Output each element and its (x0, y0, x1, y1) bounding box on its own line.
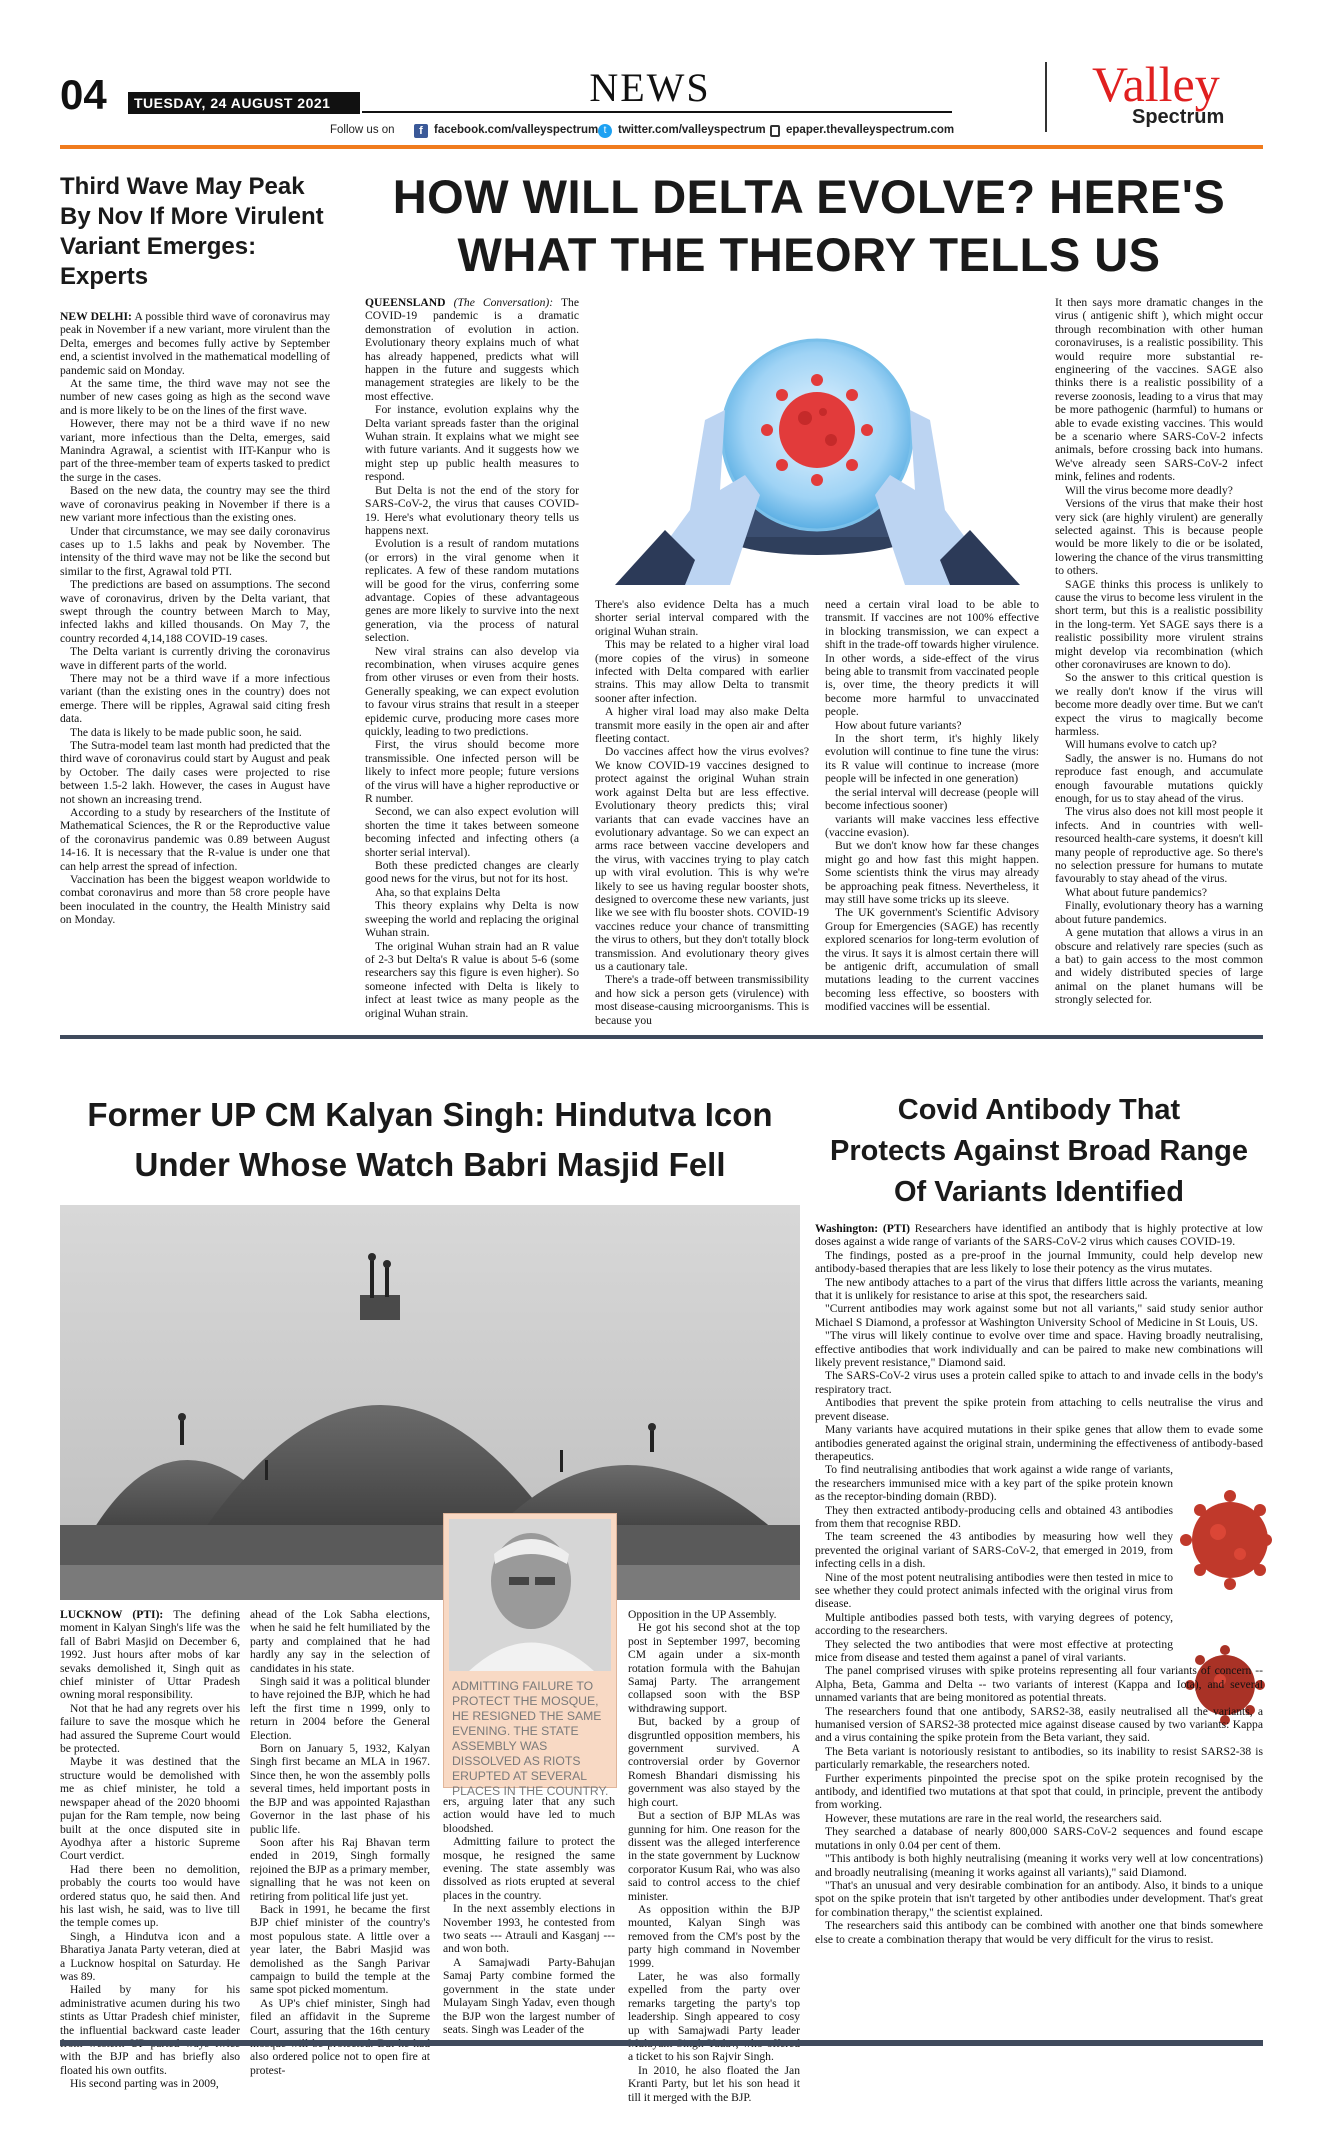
paragraph: Sadly, the answer is no. Humans do not reproduce fast enough, and accumulate enough favourable mutations quickly enough, for us to stay ahead of the virus. (1055, 751, 1263, 806)
logo-main: Valley (1092, 56, 1220, 112)
paragraph: According to a study by researchers of the Institute of Mathematical Sciences, the R or the Reproductive value of the coronavirus pandemic was 0.89 between August 14-16. It is necessary that the R-value is under one that can help arrest the spread of infection. (60, 806, 330, 873)
paragraph: Opposition in the UP Assembly. (628, 1608, 777, 1621)
paragraph: His second parting was in 2009, (70, 2077, 219, 2091)
delta-headline (355, 168, 1263, 284)
paragraph: A higher viral load may also make Delta transmit more easily in the open air and after fleeting contact. (595, 705, 809, 746)
issue-date: TUESDAY, 24 AUGUST 2021 (134, 95, 331, 111)
dateline: Washington: (PTI) (815, 1222, 910, 1235)
twitter-link[interactable]: twitter.com/valleyspectrum (618, 124, 766, 136)
paragraph: The data is likely to be made public soon, he said. (70, 725, 302, 739)
section-divider (60, 1035, 1263, 1039)
paragraph: But, backed by a group of disgruntled opposition members, his government survived. A controversial order by Governor Romesh Bhandari dismissing his government was also stayed by the high court. (628, 1715, 800, 1809)
third-wave-headline: Third Wave May Peak By Nov If More Virulent Variant Emerges: Experts (60, 173, 324, 290)
social-bar (330, 124, 1030, 142)
paragraph: Had there been no demolition, probably the courts too would have ordered status quo, he said then. And his last wish, he said, was to live till the temple comes up. (60, 1862, 240, 1930)
paragraph: Under that circumstance, we may see daily coronavirus cases up to 1.5 lakhs and peak by November. The intensity of the third wave may not be like the second but similar to the first, Agrawal told PTI. (60, 524, 330, 578)
paragraph: In 2010, he also floated the Jan Kranti Party, but let his son head it till it merged with the BJP. (628, 2063, 800, 2104)
paragraph: This may be related to a higher viral load (more copies of the virus) in someone infected with Delta compared with earlier strains. This may allow Delta to transmit sooner after infection. (595, 638, 809, 705)
paragraph: Maybe it was destined that the structure would be demolished with me as chief minister, he told a newspaper ahead of the 2020 bhoomi pujan for the Ram temple, now being built at the once disputed site in Ayodhya after a historic Supreme Court verdict. (60, 1755, 240, 1863)
paragraph: The findings, posted as a pre-proof in the journal Immunity, could help develop new antibody-based therapies that are less likely to lose their potency as the virus mutates. (815, 1248, 1263, 1276)
masthead (0, 0, 1323, 145)
subhead: Aha, so that explains Delta (375, 885, 501, 899)
paragraph: The predictions are based on assumptions. The second wave of coronavirus, driven by the Delta variant, that swept through the country between March to May, infected lakhs and killed thousands. On May 7, the country recorded 4,14,188 COVID-19 cases. (60, 578, 330, 645)
paragraph: ahead of the Lok Sabha elections, when he said he felt humiliated by the party and complained that he had hardly any say in the selection of candidates in his state. (250, 1608, 430, 1675)
paragraph: However, these mutations are rare in the real world, the researchers said. (825, 1811, 1162, 1825)
paragraph: The COVID-19 pandemic is a dramatic demonstration of evolution in action. Evolutionary theory explains much of what has already happened, predicts what will happen in the future and suggests which management strategies are likely to be the most effective. (365, 296, 579, 403)
paragraph: SAGE thinks this process is unlikely to cause the virus to become less virulent in the short term, but this is a realistic possibility in the long-term. Yet SAGE says there is a realistic possibility more virulent strains might develop via recombination (which other coronaviruses are known to do). (1055, 577, 1263, 671)
masthead-divider (1045, 62, 1047, 132)
paragraph: The Beta variant is notoriously resistant to antibodies, so its inability to resist SARS2-38 is particularly remarkable, the researchers noted. (815, 1744, 1263, 1772)
paragraph: There may not be a third wave if a more infectious variant (than the existing ones in the country) does not emerge. There will be ripples, Agrawal said citing fresh data. (60, 671, 330, 726)
paragraph: Hailed by many for his administrative acumen during his two stints as Uttar Pradesh chief minister, the influential backward caste leader with the BJP and has briefly also floated his own outfits. (60, 1983, 240, 2077)
kalyan-col-2 (250, 1608, 430, 2077)
paragraph: So the answer to this critical question is we really don't know if the virus will become more deadly over time. But we can't expect the virus to magically become harmless. (1055, 671, 1263, 738)
kalyan-headline-line1: Former UP CM Kalyan Singh: Hindutva Icon (87, 1096, 773, 1133)
paragraph: The defining moment in Kalyan Singh's life was the fall of Babri Masjid on December 6, 1992. Just hours after mobs of kar sevaks demolished it, Singh quit as chief minister of Uttar Pradesh owning moral responsibility. (60, 1608, 240, 1702)
antibody-body (815, 1222, 1263, 2012)
delta-headline-line2: WHAT THE THEORY TELLS US (457, 228, 1161, 281)
paragraph: The researchers said this antibody can be combined with another one that binds somewhere else to create a combination therapy that would be very difficult for the virus to resist. (815, 1919, 1263, 1946)
paragraph: There's a trade-off between transmissibility and how sick a person gets (virulence) with most disease-causing microorganisms. This is because you (595, 973, 809, 1027)
paragraph: But Delta is not the end of the story for SARS-CoV-2, the virus that causes COVID-19. Here's what evolutionary theory tells us happens next. (365, 483, 579, 537)
antibody-headline-line1: Covid Antibody That (897, 1094, 1181, 1126)
paragraph: The panel comprised viruses with spike proteins representing all four variants of concern -- Alpha, Beta, Gamma and Delta -- two variants of interest (Kappa and Iota), and several unnamed variants that are being monitored as potential threats. (815, 1664, 1263, 1705)
paragraph: Both these predicted changes are clearly good news for the virus, but not for its host. (365, 859, 579, 886)
paragraph: Back in 1991, he became the first BJP chief minister of the country's most populous state. A little over a year later, the Babri Masjid was demolished as the Sangh Parivar campaign to build the temple at the same spot picked momentum. (250, 1902, 430, 1997)
paragraph: "That's an unusual and very desirable combination for an antibody. Also, it binds to a unique spot on the spike protein that isn't targeted by other antibodies under development. That's great for combination therapy," the scientist explained. (815, 1878, 1263, 1919)
paragraph: However, there may not be a third wave if no new variant, more infectious than the Delta, emerges, said Manindra Agrawal, a scientist with IIT-Kanpur who is part of the three-member team of experts tasked to predict the surge in the cases. (60, 417, 330, 484)
paragraph: This theory explains why Delta is now sweeping the world and replacing the original Wuhan strain. (365, 899, 579, 940)
paragraph: But a section of BJP MLAs was gunning for him. One reason for the dissent was the alleged interference in the state government by Lucknow corporator Kusum Rai, who was also said to control access to the chief minister. (628, 1809, 800, 1903)
twitter-icon[interactable]: t (598, 124, 612, 138)
paragraph: They selected the two antibodies that were most effective at protecting mice from disease and tested them against a panel of viral variants. (815, 1637, 1173, 1664)
paragraph: Based on the new data, the country may see the third wave of coronavirus peaking in November if there is a new variant more infectious than the existing ones. (60, 484, 330, 525)
paragraph: the serial interval will decrease (people will become infectious sooner) (825, 785, 1039, 813)
paragraph: Multiple antibodies passed both tests, with varying degrees of potency, according to the researchers. (815, 1610, 1173, 1638)
section-title: NEWS (589, 65, 711, 110)
paragraph: Singh, a Hindutva icon and a Bharatiya Janata Party veteran, died at a Lucknow hospital on Saturday. He was 89. (60, 1929, 240, 1983)
paragraph: The virus also does not kill most people it infects. And in countries with well-resourced health-care systems, it doesn't kill many people of reproductive age. So there's no selection pressure for humans to mutate favourably to stay ahead of the virus. (1055, 805, 1263, 886)
kalyan-col-4 (628, 1608, 800, 2104)
antibody-headline-line2: Protects Against Broad Range (830, 1135, 1248, 1167)
paragraph: Do vaccines affect how the virus evolves? We know COVID-19 vaccines designed to protect against the original Wuhan strain work against Delta but are less effective. Evolutionary theory predicts this; viral variants that can evade vaccines have an evolutionary advantage. So we can expect an arms race between vaccine developers and the virus, with vaccines trying to play catch up with viral evolution. This is why we're likely to see us having regular booster shots, designed to overcome these new variants, just like we see with flu booster shots. COVID-19 vaccines reduce your chance of transmitting the virus to others, but they don't totally block transmission. And evolutionary theory gives us a cautionary tale. (595, 745, 809, 973)
paragraph: A possible third wave of coronavirus may peak in November if a new variant, more virulent than the Delta, emerges and becomes fully active by September end, a scientist involved in the mathematical modelling of pandemic said on Monday. (60, 310, 330, 377)
paragraph: In the short term, it's highly likely evolution will continue to fine tune the virus: its R value will continue to increase (more people will be infected in one generation) (825, 732, 1039, 786)
kalyan-portrait-box (443, 1513, 617, 1798)
follow-us-label: Follow us on (330, 124, 395, 136)
delta-col-4 (1055, 296, 1263, 1012)
delta-headline-line1: HOW WILL DELTA EVOLVE? HERE'S (392, 170, 1226, 223)
paragraph: There's also evidence Delta has a much shorter serial interval compared with the original Wuhan strain. (595, 598, 809, 638)
paragraph: The new antibody attaches to a part of the virus that differs little across the variants, meaning that it is unlikely for resistance to arise at this spot, the researchers said. (815, 1275, 1263, 1303)
paragraph: But we don't know how far these changes might go and how fast this might happen. Some scientists think the virus may already be approaching peak fitness. Nevertheless, it may still have some tricks up its sleeve. (825, 839, 1039, 906)
paragraph: It then says more dramatic changes in the virus ( antigenic shift ), which might occur through recombination with other human coronaviruses, is a realistic possibility. This would require more substantial re-engineering of the vaccines. SAGE also thinks there is a realistic possibility of a reverse zoonosis, leading to a virus that may be more pathogenic (harmful) to humans or able to evade existing vaccines. This would be a scenario where SARS-CoV-2 infects animals, before crossing back into humans. We've already seen SARS-CoV-2 infect mink, felines and rodents. (1055, 296, 1263, 484)
kalyan-headline-line2: Under Whose Watch Babri Masjid Fell (134, 1146, 726, 1183)
antibody-headline (815, 1090, 1263, 1213)
orange-rule (60, 145, 1263, 149)
paragraph: Singh said it was a political blunder to have rejoined the BJP, which he had left the first time n 1999, only to return in 2004 before the General Election. (250, 1675, 430, 1742)
paragraph: The Delta variant is currently driving the coronavirus wave in different parts of the world. (60, 645, 330, 672)
paragraph: Not that he had any regrets over his failure to save the mosque which he had assured the Supreme Court would be protected. (60, 1701, 240, 1756)
paragraph: Vaccination has been the biggest weapon worldwide to combat coronavirus and more than 58 crore people have been inoculated in the country, the Health Ministry said on Monday. (60, 873, 330, 927)
source: (The Conversation): (453, 296, 554, 309)
delta-col-2 (595, 598, 809, 1027)
paragraph: The SARS-CoV-2 virus uses a protein called spike to attach to and invade cells in the body's respiratory tract. (815, 1369, 1263, 1396)
header-rule (362, 111, 952, 113)
logo (1092, 58, 1272, 138)
paragraph: Admitting failure to protect the mosque, he resigned the same evening. The state assembly was dissolved as riots erupted at several places in the country. (443, 1835, 615, 1902)
paragraph: A Samajwadi Party-Bahujan Samaj Party combine formed the government in the state under Mulayam Singh Yadav, even though the BJP won the largest number of seats. Singh was Leader of the (443, 1955, 615, 2036)
facebook-link[interactable]: facebook.com/valleyspectrum (434, 124, 599, 136)
paragraph: New viral strains can also develop via recombination, when viruses acquire genes from other viruses or even from their hosts. Generally speaking, we can expect evolution to favour virus strains that result in a steeper epidemic curve, producing more cases more quickly, leading to two predictions. (365, 644, 579, 738)
paragraph: The Sutra-model team last month had predicted that the third wave of coronavirus could start by August and peak by October. The daily cases were projected to rise between 1.5-2 lakh. However, the cases in August have not shown an increasing trend. (60, 739, 330, 806)
antibody-headline-line3: Of Variants Identified (893, 1176, 1185, 1208)
dateline: QUEENSLAND (365, 296, 446, 309)
kalyan-portrait-photo (449, 1519, 611, 1671)
paragraph: As opposition within the BJP mounted, Kalyan Singh was removed from the CM's post by the party high command in November 1999. (628, 1902, 800, 1970)
portrait-caption: ADMITTING FAILURE TO PROTECT THE MOSQUE, HE RESIGNED THE SAME EVENING. THE STATE ASSEMBLY WAS DISSOLVED AS RIOTS ERUPTED AT SEVERAL PLACES IN THE COUNTRY. (452, 1679, 609, 1798)
dateline: NEW DELHI: (60, 310, 132, 323)
subhead: Will humans evolve to catch up? (1065, 738, 1217, 752)
paragraph: variants will make vaccines less effective (vaccine evasion). (825, 812, 1039, 839)
subhead: How about future variants? (835, 718, 962, 732)
third-wave-body (60, 310, 330, 1010)
paragraph: Soon after his Raj Bhavan term ended in 2019, Singh formally rejoined the BJP as a primary member, signalling that he was not keen on retiring from political life just yet. (250, 1835, 430, 1903)
paragraph: Further experiments pinpointed the precise spot on the spike protein recognised by the antibody, and identified two mutations at that spot that could, in principle, prevent the antibody from working. (815, 1771, 1263, 1812)
paragraph: Researchers have identified an antibody that is highly protective at low doses against a wide range of variants of the SARS-CoV-2 virus which causes COVID-19. (815, 1222, 1263, 1249)
kalyan-col-3 (443, 1795, 615, 2036)
facebook-icon[interactable]: f (414, 124, 428, 138)
kalyan-col-1 (60, 1608, 240, 2091)
paragraph: In the next assembly elections in November 1993, he contested from two seats --- Atrauli and Kasganj --- and won both. (443, 1902, 615, 1956)
paragraph: Later, he was also formally expelled from the party over remarks targeting the party's top leadership. Singh appeared to cosy up with Samajwadi Party leader a ticket to his son Rajvir Singh. (628, 1969, 800, 2064)
kalyan-headline (60, 1090, 800, 1190)
epaper-icon[interactable] (770, 125, 780, 137)
paragraph: Evolution is a result of random mutations (or errors) in the viral genome when it replicates. A few of these random mutations will be good for the virus, conferring some advantage. Copies of these advantageous genes are more likely to survive into the next generation, via the process of natural selection. (365, 537, 579, 645)
paragraph: He got his second shot at the top post in September 1997, becoming CM again under a six-month rotation formula with the Bahujan Samaj Party. The arrangement collapsed soon with the BSP withdrawing support. (628, 1621, 800, 1715)
paragraph: The team screened the 43 antibodies by measuring how well they prevented the original variant of SARS-CoV-2, that emerged in 2019, from infecting cells in a dish. (815, 1530, 1173, 1571)
paragraph: need a certain viral load to be able to transmit. If vaccines are not 100% effective in blocking transmission, we can expect a shift in the trade-off towards higher virulence. In other words, a side-effect of the virus being able to transmit from vaccinated people is, over time, the theory predicts it will become more harmful to unvaccinated people. (825, 598, 1039, 719)
page-number: 04 (60, 71, 107, 118)
footer-bar (60, 2040, 1263, 2046)
paragraph: They searched a database of nearly 800,000 SARS-CoV-2 sequences and found escape mutations in only 0.04 per cent of them. (815, 1825, 1263, 1852)
babri-masjid-photo (60, 1205, 800, 1600)
logo-sub: Spectrum (1132, 106, 1225, 128)
paragraph: Many variants have acquired mutations in their spike genes that allow them to evade some antibodies generated against the original strain, undermining the effectiveness of antibody-based therapeutics. (815, 1423, 1263, 1463)
delta-col-1 (365, 296, 579, 1020)
paragraph: "Current antibodies may work against some but not all variants," said study senior author Michael S Diamond, a professor at Washington University School of Medicine in St Louis, US. (815, 1302, 1263, 1329)
paragraph: Second, we can also expect evolution will shorten the time it takes between someone becoming infected and infecting others (a shorter serial interval). (365, 805, 579, 859)
paragraph: Antibodies that prevent the spike protein from attaching to cells neutralise the virus and prevent disease. (815, 1396, 1263, 1423)
paragraph: First, the virus should become more transmissible. One infected person will be likely to infect more people; future versions of the virus will have a higher reproductive or R number. (365, 738, 579, 806)
subhead: Will the virus become more deadly? (1065, 483, 1233, 497)
dateline: LUCKNOW (PTI): (60, 1608, 164, 1621)
paragraph: To find neutralising antibodies that work against a wide range of variants, the researchers immunised mice with a key part of the spike protein known as the receptor-binding domain (RBD). (815, 1463, 1173, 1504)
paragraph: ers, arguing later that any such action would have led to much bloodshed. (443, 1795, 615, 1835)
paragraph: As UP's chief minister, Singh had filed an affidavit in the Supreme Court, assuring that the 16th century also ordered police not to open fire at protest- (250, 1996, 430, 2077)
virus-crystal-ball-illustration (595, 300, 1040, 585)
paragraph: The original Wuhan strain had an R value of 2-3 but Delta's R value is about 5-6 (some researchers say this figure is even higher). So someone infected with Delta is likely to infect at least twice as many people as the original Wuhan strain. (365, 939, 579, 1020)
epaper-link[interactable]: epaper.thevalleyspectrum.com (786, 124, 955, 136)
paragraph: "This antibody is both highly neutralising (meaning it works very well at low concentrations) and broadly neutralising (meaning it works against all variants)," said Diamond. (815, 1852, 1263, 1879)
paragraph: A gene mutation that allows a virus in an obscure and relatively rare species (such as a bat) to gain access to the most common and widely distributed species of large animal on the planet humans will be strongly selected for. (1055, 926, 1263, 1007)
paragraph: Nine of the most potent neutralising antibodies were then tested in mice to see whether they could protect animals infected with the original virus from disease. (815, 1570, 1173, 1611)
paragraph: Finally, evolutionary theory has a warning about future pandemics. (1055, 899, 1263, 926)
date-bar (128, 92, 360, 114)
paragraph: They then extracted antibody-producing cells and obtained 43 antibodies from them that recognise RBD. (815, 1503, 1173, 1530)
paragraph: At the same time, the third wave may not see the number of new cases going as high as the second wave and is more likely to be on the lines of the first wave. (60, 377, 330, 417)
paragraph: For instance, evolution explains why the Delta variant spreads faster than the original Wuhan strain. It explains what we might see with future variants. And it suggests how we might step up public health measures to respond. (365, 403, 579, 484)
paragraph: Born on January 5, 1932, Kalyan Singh first became an MLA in 1967. Since then, he won the assembly polls several times, held important posts in the BJP and was appointed Rajasthan Governor in the last phase of his public life. (250, 1742, 430, 1836)
subhead: What about future pandemics? (1065, 885, 1207, 899)
paragraph: "The virus will likely continue to evolve over time and space. Having broadly neutralising, effective antibodies that work individually and can be paired to make new combinations will likely prevent resistance," Diamond said. (815, 1329, 1263, 1370)
paragraph: The UK government's Scientific Advisory Group for Emergencies (SAGE) has recently explored scenarios for long-term evolution of the virus. It says it is almost certain there will be antigenic drift, accumulation of small mutations leading to the current vaccines becoming less effective, so boosters with modified vaccines will be essential. (825, 906, 1039, 1014)
paragraph: Versions of the virus that make their host very sick (are highly virulent) are generally selected against. This is because people would be more likely to die or be isolated, lowering the chance of the virus transmitting to others. (1055, 497, 1263, 578)
delta-col-3 (825, 598, 1039, 1012)
paragraph: The researchers found that one antibody, SARS2-38, easily neutralised all the variants, a humanised version of SARS2-38 protected mice against disease caused by two variants: Kappa and a virus containing the spike protein from the Beta variant, they said. (815, 1704, 1263, 1745)
